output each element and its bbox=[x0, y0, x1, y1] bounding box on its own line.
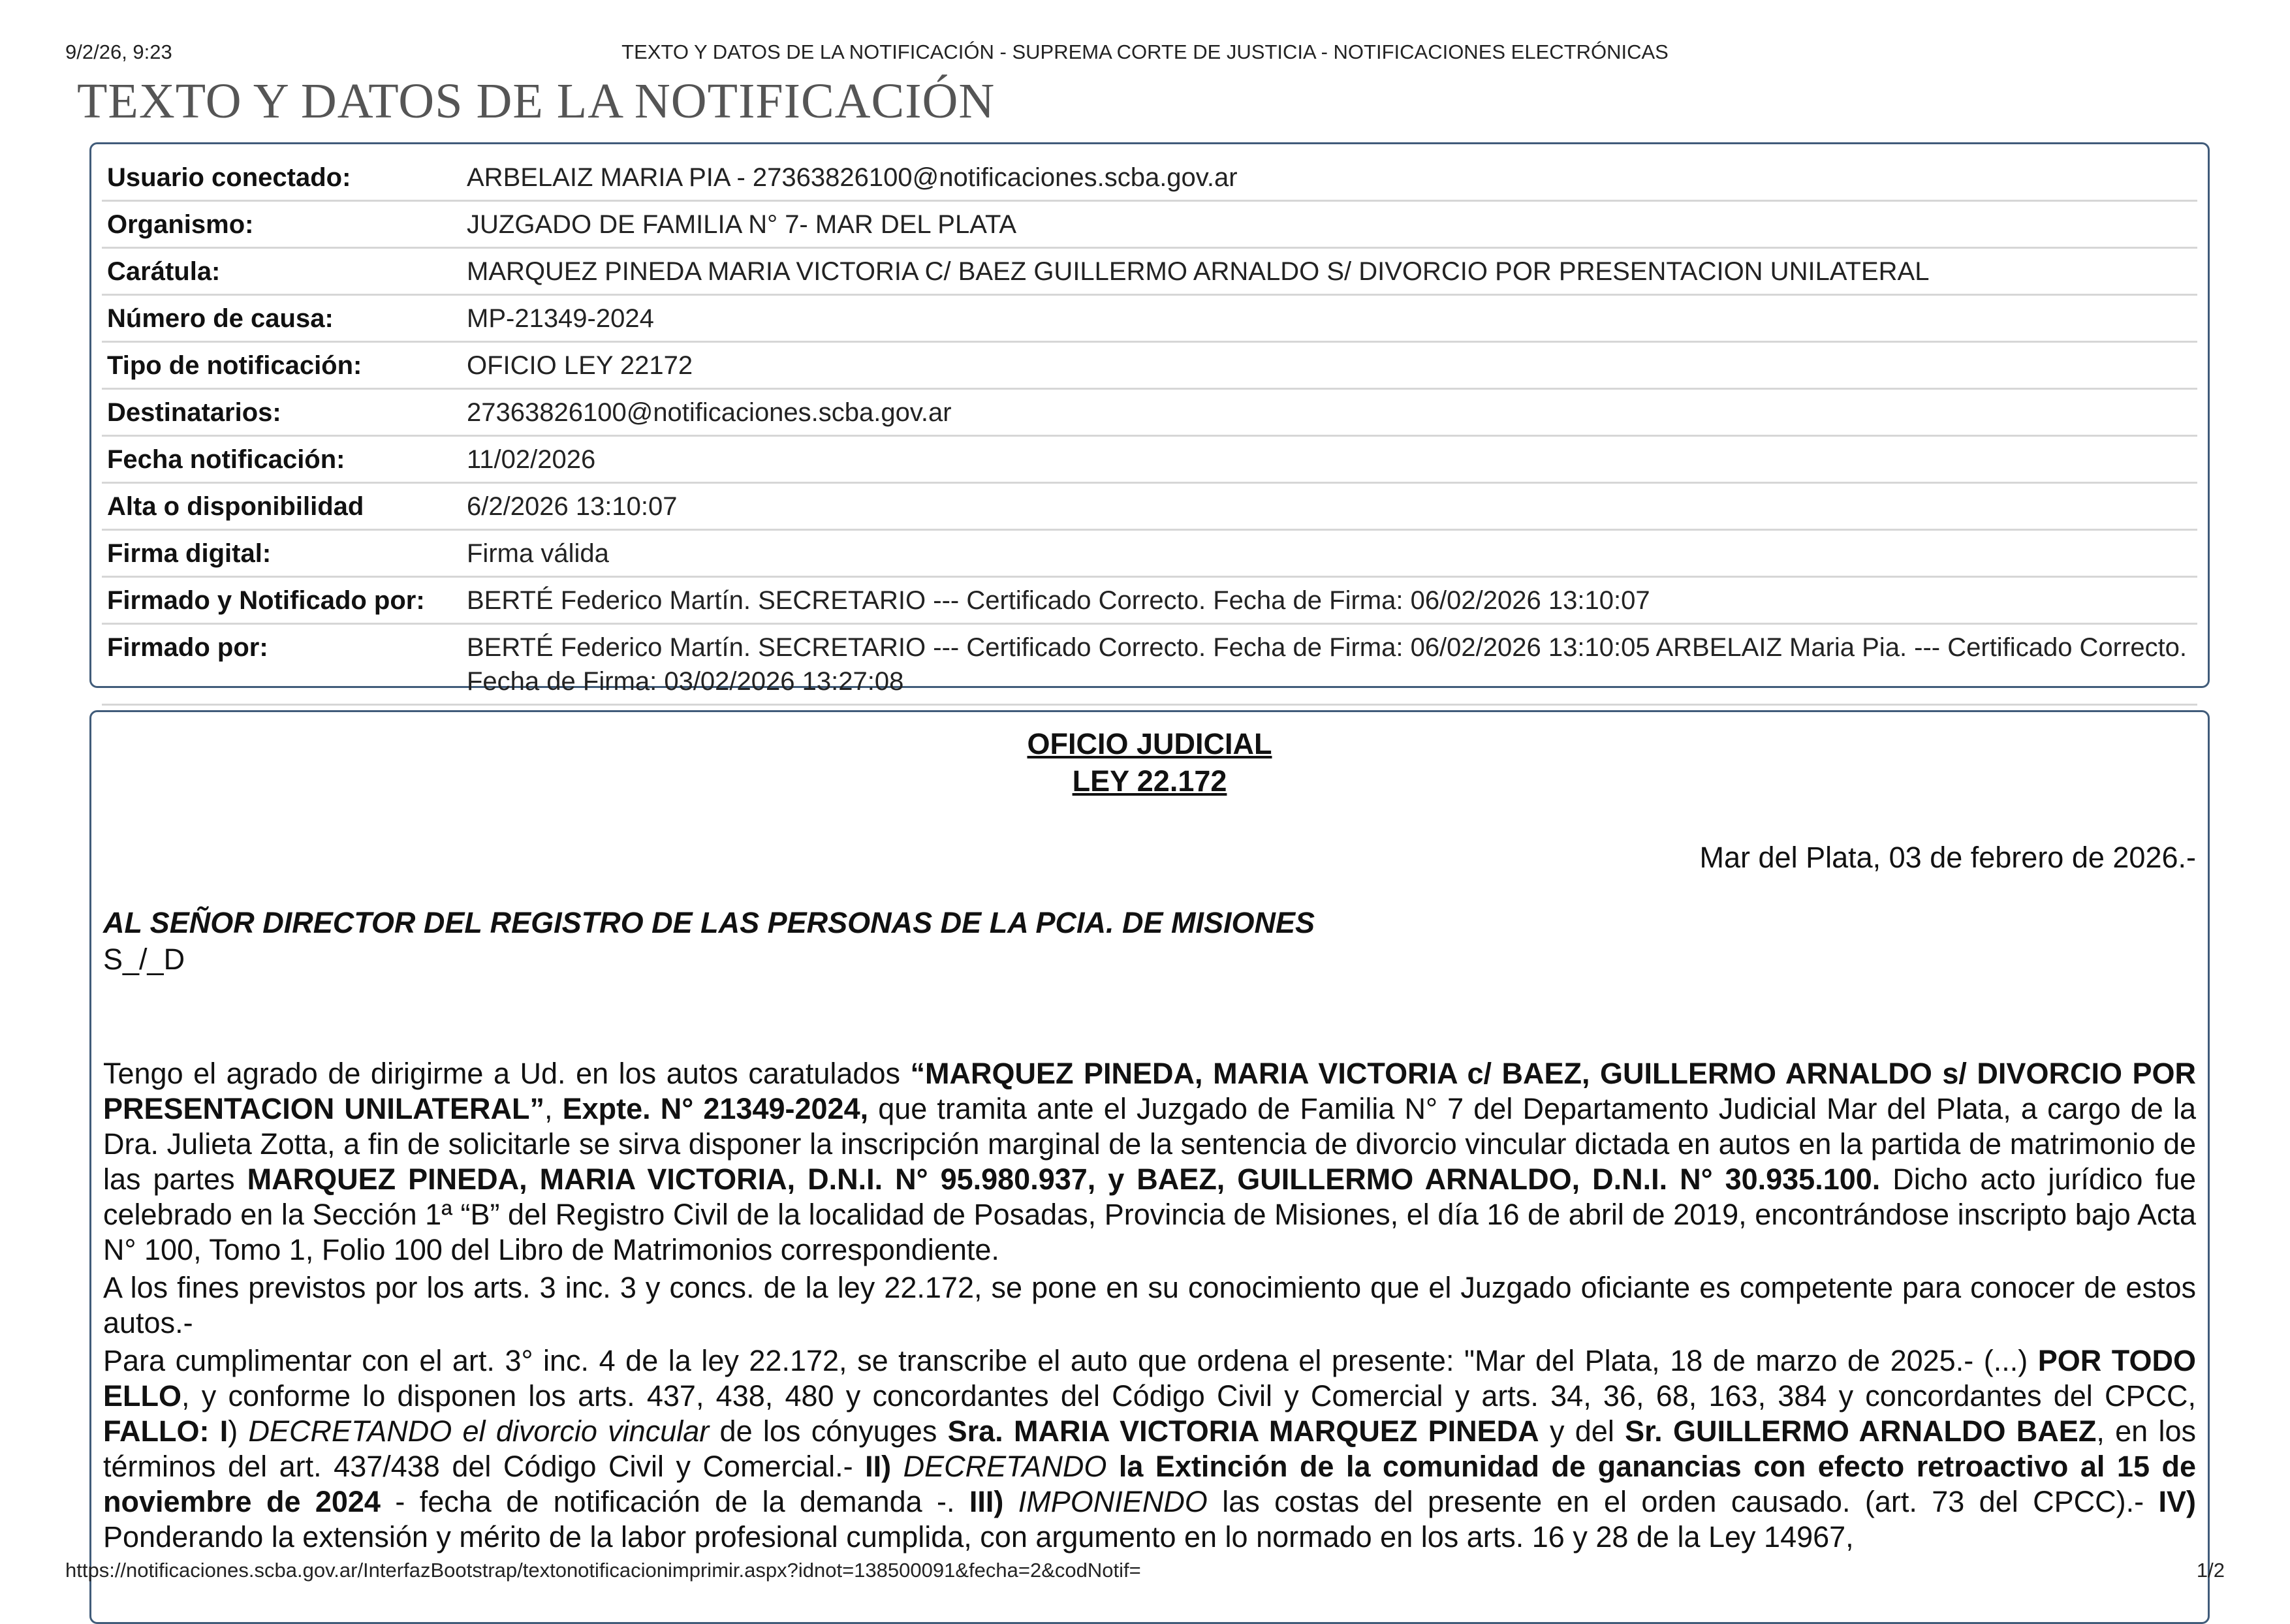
row-label: Número de causa: bbox=[102, 295, 462, 342]
table-row bbox=[102, 624, 2197, 705]
row-label: Usuario conectado: bbox=[102, 155, 462, 201]
print-url: https://notificaciones.scba.gov.ar/InterfazBootstrap/textonotificacionimprimir.aspx?idnot=138500091&fecha=2&codNotif= bbox=[65, 1559, 1141, 1582]
notification-text-panel bbox=[89, 710, 2210, 1624]
row-value: BERTÉ Federico Martín. SECRETARIO --- Certificado Correcto. Fecha de Firma: 06/02/2026 13:10:07 bbox=[462, 577, 2197, 624]
print-header-title: TEXTO Y DATOS DE LA NOTIFICACIÓN - SUPREMA CORTE DE JUSTICIA - NOTIFICACIONES ELECTRÓNICAS bbox=[621, 40, 1669, 63]
document-sd: S_/_D bbox=[103, 943, 185, 976]
page-number: 1/2 bbox=[2196, 1559, 2225, 1582]
page-title: TEXTO Y DATOS DE LA NOTIFICACIÓN bbox=[77, 74, 996, 129]
row-label: Organismo: bbox=[102, 201, 462, 248]
document-addressee: AL SEÑOR DIRECTOR DEL REGISTRO DE LAS PERSONAS DE LA PCIA. DE MISIONES bbox=[103, 906, 1315, 939]
row-label: Destinatarios: bbox=[102, 389, 462, 436]
document-title-line2: LEY 22.172 bbox=[1072, 764, 1227, 798]
notification-data-table bbox=[102, 155, 2197, 706]
row-value: Firma válida bbox=[462, 530, 2197, 577]
table-row bbox=[102, 342, 2197, 389]
print-header bbox=[65, 40, 2225, 67]
table-row bbox=[102, 201, 2197, 248]
notification-data-panel bbox=[89, 142, 2210, 696]
row-value: JUZGADO DE FAMILIA N° 7- MAR DEL PLATA bbox=[462, 201, 2197, 248]
table-row bbox=[102, 295, 2197, 342]
table-row bbox=[102, 248, 2197, 295]
row-value: ARBELAIZ MARIA PIA - 27363826100@notificaciones.scba.gov.ar bbox=[462, 155, 2197, 201]
print-datetime: 9/2/26, 9:23 bbox=[65, 40, 172, 63]
table-row bbox=[102, 389, 2197, 436]
document-title bbox=[103, 725, 2196, 800]
body-paragraph-2: A los fines previstos por los arts. 3 inc. 3 y concs. de la ley 22.172, se pone en su conocimiento que el Juzgado oficiante es competente para conocer de estos autos.- bbox=[103, 1271, 2196, 1339]
row-label: Alta o disponibilidad bbox=[102, 483, 462, 530]
table-row bbox=[102, 436, 2197, 483]
table-row bbox=[102, 483, 2197, 530]
row-value: 27363826100@notificaciones.scba.gov.ar bbox=[462, 389, 2197, 436]
body-paragraph-3: Para cumplimentar con el art. 3° inc. 4 de la ley 22.172, se transcribe el auto que ordena el presente: "Mar del Plata, 18 de marzo de 2025.- (...) POR TODO ELLO, y conforme lo disponen los arts. 437, 438, 480 y concordantes del Código Civil y Comercial y arts. 34, 36, 68, 163, 384 y concordantes del CPCC, FALLO: I) DECRETANDO el divorcio vincular de los cónyuges Sra. MARIA VICTORIA MARQUEZ PINEDA y del Sr. GUILLERMO ARNALDO BAEZ, en los términos del art. 437/438 del Código Civil y Comercial.- II) DECRETANDO la Extinción de la comunidad de ganancias con efecto retroactivo al 15 de noviembre de 2024 - fecha de notificación de la demanda -. III) IMPONIENDO las costas del presente en el orden causado. (art. 73 del CPCC).- IV) Ponderando la extensión y mérito de la labor profesional cumplida, con argumento en lo normado en los arts. 16 y 28 de la Ley 14967, bbox=[103, 1344, 2196, 1554]
document-title-line1: OFICIO JUDICIAL bbox=[1027, 727, 1272, 760]
document-date: Mar del Plata, 03 de febrero de 2026.- bbox=[1699, 841, 2196, 874]
row-value: OFICIO LEY 22172 bbox=[462, 342, 2197, 389]
row-label: Carátula: bbox=[102, 248, 462, 295]
print-footer bbox=[65, 1559, 2225, 1585]
row-label: Fecha notificación: bbox=[102, 436, 462, 483]
row-label: Firmado y Notificado por: bbox=[102, 577, 462, 624]
body-paragraph-1: Tengo el agrado de dirigirme a Ud. en los autos caratulados “MARQUEZ PINEDA, MARIA VICTORIA c/ BAEZ, GUILLERMO ARNALDO s/ DIVORCIO POR PRESENTACION UNILATERAL”, Expte. N° 21349-2024, que tramita ante el Juzgado de Familia N° 7 del Departamento Judicial Mar del Plata, a cargo de la Dra. Julieta Zotta, a fin de solicitarle se sirva disponer la inscripción marginal de la sentencia de divorcio vincular dictada en autos en la partida de matrimonio de las partes MARQUEZ PINEDA, MARIA VICTORIA, D.N.I. N° 95.980.937, y BAEZ, GUILLERMO ARNALDO, D.N.I. N° 30.935.100. Dicho acto jurídico fue celebrado en la Sección 1ª “B” del Registro Civil de la localidad de Posadas, Provincia de Misiones, el día 16 de abril de 2019, encontrándose inscripto bajo Acta N° 100, Tomo 1, Folio 100 del Libro de Matrimonios correspondiente. bbox=[103, 1057, 2196, 1266]
row-value: 6/2/2026 13:10:07 bbox=[462, 483, 2197, 530]
row-value: MARQUEZ PINEDA MARIA VICTORIA C/ BAEZ GUILLERMO ARNALDO S/ DIVORCIO POR PRESENTACION UNILATERAL bbox=[462, 248, 2197, 295]
row-label: Firmado por: bbox=[102, 624, 462, 705]
row-label: Tipo de notificación: bbox=[102, 342, 462, 389]
table-row bbox=[102, 577, 2197, 624]
table-row bbox=[102, 155, 2197, 201]
row-label: Firma digital: bbox=[102, 530, 462, 577]
row-value: 11/02/2026 bbox=[462, 436, 2197, 483]
table-row bbox=[102, 530, 2197, 577]
row-value: MP-21349-2024 bbox=[462, 295, 2197, 342]
row-value: BERTÉ Federico Martín. SECRETARIO --- Certificado Correcto. Fecha de Firma: 06/02/2026 13:10:05 ARBELAIZ Maria Pia. --- Certificado Correcto. Fecha de Firma: 03/02/2026 13:27:08 bbox=[462, 624, 2197, 705]
